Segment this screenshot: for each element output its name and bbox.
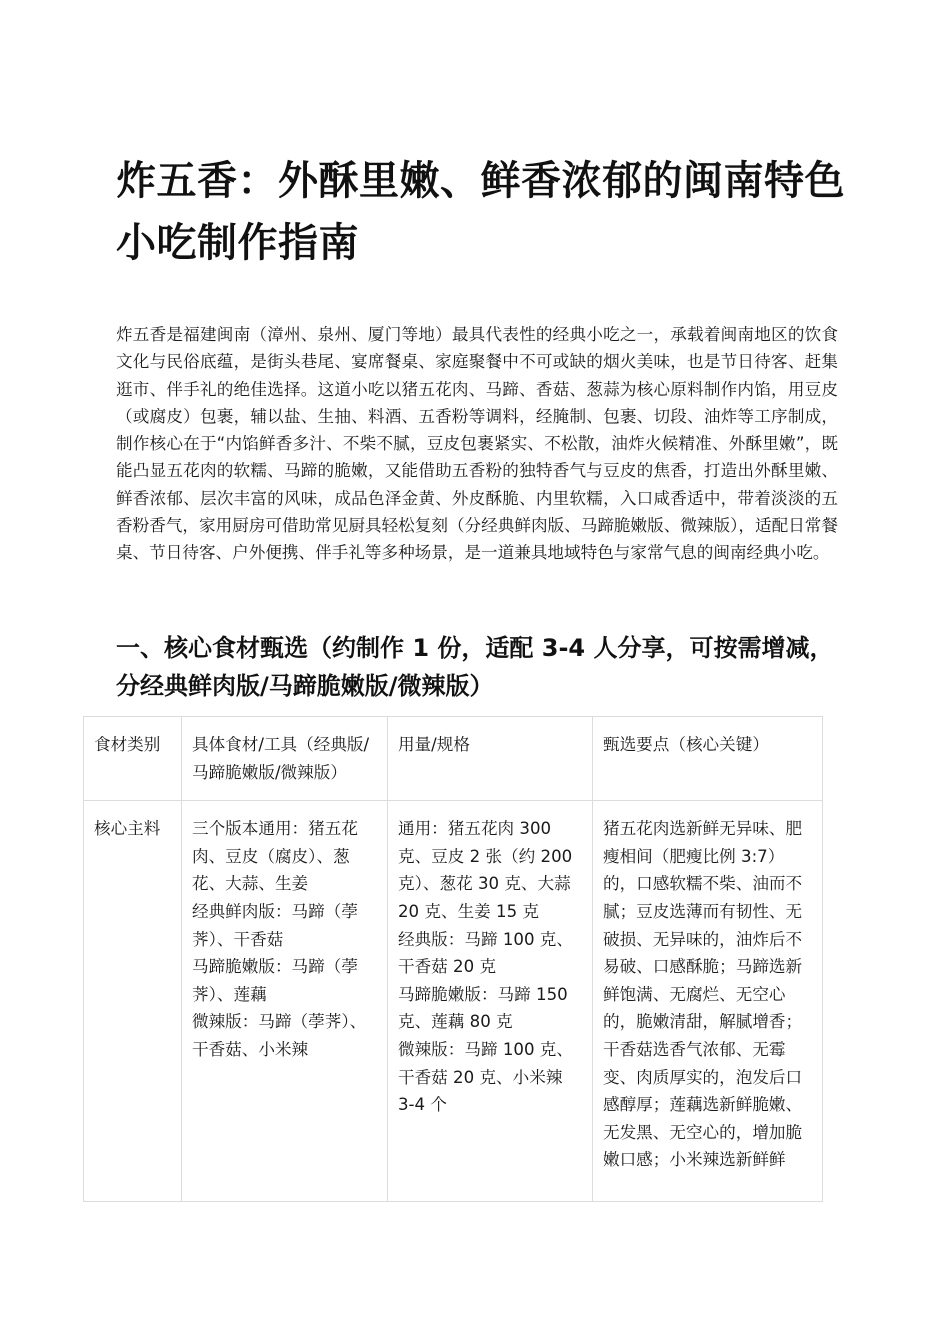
table-cell-ingredients bbox=[182, 801, 388, 1202]
ingredient-line: 微辣版：马蹄（荸荠）、干香菇、小米辣 bbox=[192, 1012, 367, 1059]
table-header-cell: 具体食材/工具（经典版/马蹄脆嫩版/微辣版） bbox=[182, 717, 388, 801]
intro-paragraph: 炸五香是福建闽南（漳州、泉州、厦门等地）最具代表性的经典小吃之一，承载着闽南地区的饮食文化与民俗底蕴，是街头巷尾、宴席餐桌、家庭聚餐中不可或缺的烟火美味，也是节日待客、赶集逛市、伴手礼的绝佳选择。这道小吃以猪五花肉、马蹄、香菇、葱蒜为核心原料制作内馅，用豆皮（或腐皮）包裹，辅以盐、生抽、料酒、五香粉等调料，经腌制、包裹、切段、油炸等工序制成，制作核心在于“内馅鲜香多汁、不柴不腻，豆皮包裹紧实、不松散，油炸火候精准、外酥里嫩”，既能凸显五花肉的软糯、马蹄的脆嫩，又能借助五香粉的独特香气与豆皮的焦香，打造出外酥里嫩、鲜香浓郁、层次丰富的风味，成品色泽金黄、外皮酥脆、内里软糯，入口咸香适中，带着淡淡的五香粉香气，家用厨房可借助常见厨具轻松复刻（分经典鲜肉版、马蹄脆嫩版、微辣版），适配日常餐桌、节日待客、户外便携、伴手礼等多种场景，是一道兼具地域特色与家常气息的闽南经典小吃。 bbox=[116, 325, 838, 563]
section-heading-ingredients: 一、核心食材甄选（约制作 1 份，适配 3-4 人分享，可按需增减，分经典鲜肉版/马蹄脆嫩版/微辣版） bbox=[116, 634, 834, 700]
amount-line: 马蹄脆嫩版：马蹄 150 克、莲藕 80 克 bbox=[398, 984, 568, 1032]
ingredient-line: 经典鲜肉版：马蹄（荸荠）、干香菇 bbox=[192, 901, 358, 949]
table-row bbox=[84, 801, 823, 1202]
table-cell-tips bbox=[593, 801, 823, 1202]
ingredients-table bbox=[83, 716, 823, 1202]
table-cell-category: 核心主料 bbox=[84, 801, 182, 1202]
table-header-cell: 用量/规格 bbox=[388, 717, 593, 801]
ingredient-line: 三个版本通用：猪五花肉、豆皮（腐皮）、葱花、大蒜、生姜 bbox=[192, 819, 358, 894]
tips-text: 猪五花肉选新鲜无异味、肥瘦相间（肥瘦比例 3:7）的，口感软糯不柴、油而不腻；豆皮选薄而有韧性、无破损、无异味的，油炸后不易破、口感酥脆；马蹄选新鲜饱满、无腐烂、无空心的，脆嫩清甜，解腻增香；干香菇选香气浓郁、无霉变、肉质厚实的，泡发后口感醇厚；莲藕选新鲜脆嫩、无发黑、无空心的，增加脆嫩口感；小米辣选新鲜鲜 bbox=[603, 819, 803, 1170]
amount-line: 通用：猪五花肉 300 克、豆皮 2 张（约 200 克）、葱花 30 克、大蒜 20 克、生姜 15 克 bbox=[398, 819, 573, 921]
table-header-cell: 食材类别 bbox=[84, 717, 182, 801]
amount-line: 经典版：马蹄 100 克、干香菇 20 克 bbox=[398, 929, 573, 977]
table-cell-amounts bbox=[388, 801, 593, 1202]
table-header-cell: 甄选要点（核心关键） bbox=[593, 717, 823, 801]
page-title: 炸五香：外酥里嫩、鲜香浓郁的闽南特色小吃制作指南 bbox=[116, 158, 845, 266]
table-header-row bbox=[84, 717, 823, 801]
amount-line: 微辣版：马蹄 100 克、干香菇 20 克、小米辣 3-4 个 bbox=[398, 1039, 573, 1115]
ingredient-line: 马蹄脆嫩版：马蹄（荸荠）、莲藕 bbox=[192, 957, 358, 1004]
